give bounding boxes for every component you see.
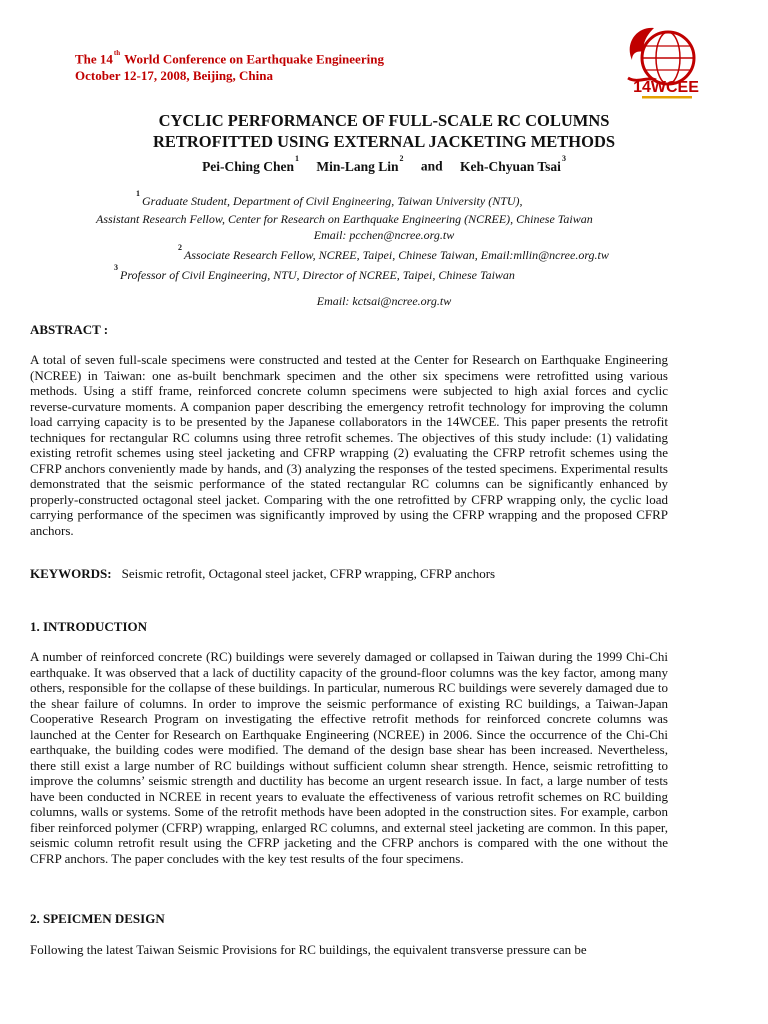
specimen-design-text: Following the latest Taiwan Seismic Provisions for RC buildings, the equivalent transverse pressure can be <box>30 942 587 957</box>
author-2: Min-Lang Lin$^2$ <box>316 154 404 174</box>
affiliation-2: $^2$Associate Research Fellow, NCREE, Taipei, Chinese Taiwan, Email:mllin@ncree.org.tw <box>178 243 609 262</box>
keywords-text: Seismic retrofit, Octagonal steel jacket, CFRP wrapping, CFRP anchors <box>121 566 496 581</box>
globe-icon <box>642 32 694 84</box>
affiliation-3-email: Email: kctsai@ncree.org.tw <box>316 294 452 308</box>
author-1: Pei-Ching Chen$^1$ <box>202 154 299 174</box>
specimen-design-heading: 2. SPEICMEN DESIGN <box>30 911 165 926</box>
conference-header <box>75 48 384 84</box>
introduction-text: A number of reinforced concrete (RC) buildings were severely damaged or collapsed in Taiwan during the 1999 Chi-Chi earthquake. It was observed that a lack of ductility capacity of the ground-floor columns was the key factor, among many others, responsible for the collapse of these buildings. In particular, numerous RC buildings were severely damaged due to the shear failure of columns. In order to improve the seismic performance of existing RC buildings, a Taiwan-Japan Cooperative Research Program on investigating the effective retrofit methods for reinforced concrete columns was launched at the Center for Research on Earthquake Engineering (NCREE) in 2006. Since the occurrence of the Chi-Chi earthquake, the building codes were modified. The demand of the design base shear has been increased. Nevertheless, there still exist a large number of RC buildings without sufficient column shear strength. Hence, seismic retrofitting to improve the columns’ seismic strength and ductility has become an urgent research issue. In fact, a large number of tests have been conducted in NCREE in recent years to evaluate the effectiveness of various retrofit schemes on RC building columns, walls or systems. Some of the retrofit methods have been adopted in the construction sites. For example, carbon fiber reinforced polymer (CFRP) wrapping, enlarged RC columns, and external steel jacketing are common. In this paper, seismic column retrofit result using the CFRP jacketing and the CFRP anchors is compared with the one without the CFRP anchors. The paper concludes with the key test results of the four specimens. <box>30 649 668 866</box>
abstract-text: A total of seven full-scale specimens were constructed and tested at the Center for Research on Earthquake Engineering (NCREE) in Taiwan: one as-built benchmark specimen and the other six specimens were retrofitted using various methods. Using a stiff frame, reinforced concrete column specimens were subjected to high axial forces and cyclic reverse-curvature moments. A companion paper describing the emergency retrofit technology for improving the column load carrying capacity is to be presented by the Japanese collaborators in the 14WCEE. This paper presents the retrofit techniques for rectangular RC columns using three retrofit schemes. The objectives of this study include: (1) validating existing retrofit schemes using steel jacketing and CFRP wrapping (2) evaluating the CFRP retrofit schemes using the CFRP anchors conveniently made by hands, and (3) analyzing the responses of the tested specimens. Experimental results demonstrated that the seismic performance of the stated rectangular RC columns can be significantly enhanced by properly-constructed octagonal steel jacket. Comparing with the one retrofitted by CFRP wrapping only, the cyclic load carrying performance of the specimen was significantly improved by using the CFRP wrapping and the proposed CFRP anchors. <box>30 352 668 538</box>
author-3: Keh-Chyuan Tsai$^3$ <box>460 154 566 174</box>
paper-title <box>0 110 768 152</box>
affiliation-1-email: Email: pcchen@ncree.org.tw <box>313 228 455 242</box>
conference-title-line: The 14th World Conference on Earthquake Engineering <box>75 49 384 67</box>
title-line-1: CYCLIC PERFORMANCE OF FULL-SCALE RC COLUMNS <box>158 111 610 130</box>
logo-text: 14WCEE <box>633 79 699 96</box>
conference-date-line: October 12-17, 2008, Beijing, China <box>75 68 274 84</box>
affiliation-1-line-2: Assistant Research Fellow, Center for Research on Earthquake Engineering (NCREE), Chinese Taiwan <box>96 212 593 226</box>
affiliation-3: $^3$Professor of Civil Engineering, NTU, Director of NCREE, Taipei, Chinese Taiwan <box>114 263 515 282</box>
authors-and: and <box>420 158 443 174</box>
author-list <box>0 154 768 175</box>
wcee-logo <box>618 20 714 104</box>
keywords <box>30 566 495 582</box>
introduction-heading: 1. INTRODUCTION <box>30 619 148 634</box>
keywords-label: KEYWORDS: <box>30 566 112 581</box>
abstract-heading: ABSTRACT : <box>30 322 109 337</box>
title-line-2: RETROFITTED USING EXTERNAL JACKETING METHODS <box>152 132 616 151</box>
affiliation-1-line-1: $^1$Graduate Student, Department of Civil Engineering, Taiwan University (NTU), <box>136 189 523 208</box>
